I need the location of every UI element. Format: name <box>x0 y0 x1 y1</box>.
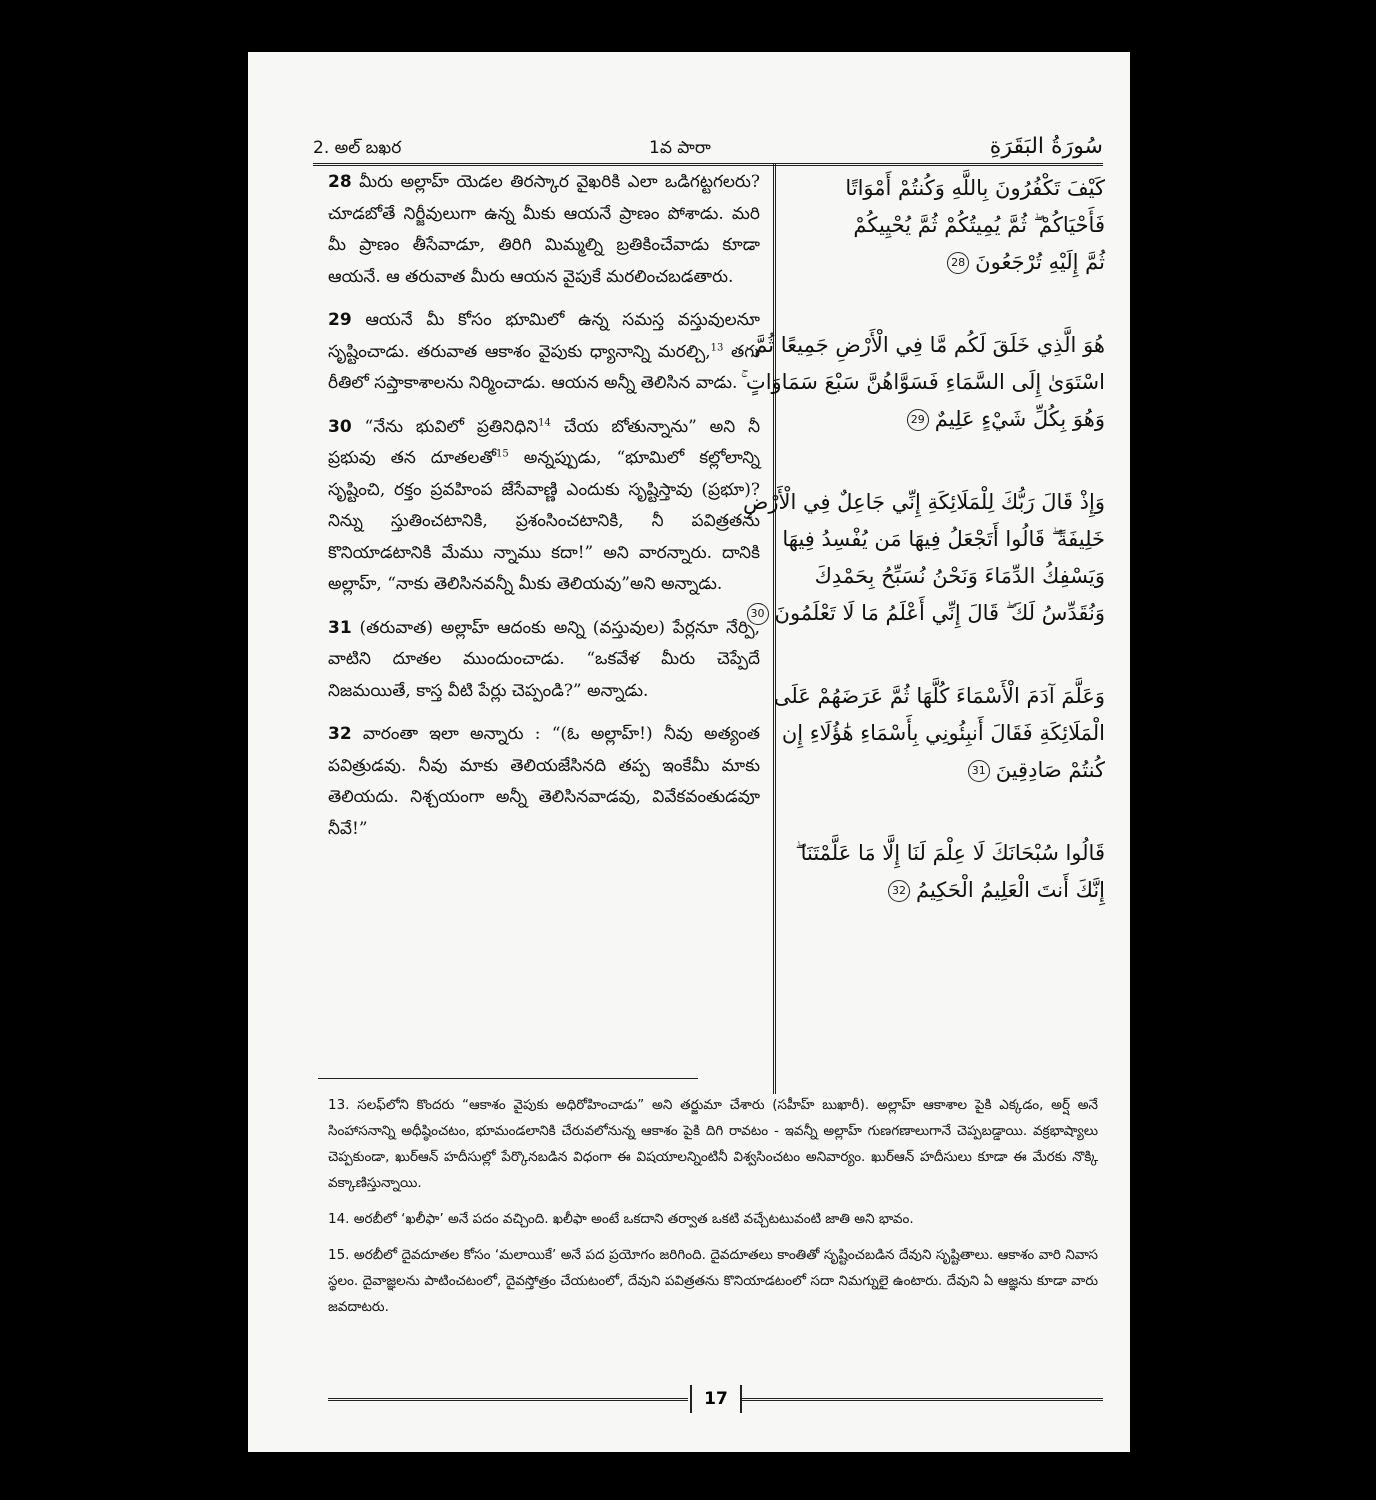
arabic-text-column <box>740 170 1105 955</box>
verse-text: (తరువాత) అల్లాహ్ ఆదంకు అన్ని (వస్తువుల) పేర్లనూ నేర్పి, వాటిని దూతల ముందుంచాడు. “ఒకవేళ మీరు చెప్పేదే నిజమయితే, కాస్త వీటి పేర్లు చెప్పండి?” అన్నాడు. <box>328 617 760 701</box>
verse-30 <box>328 412 760 601</box>
arabic-line-text: وَهُوَ بِكُلِّ شَيْءٍ عَلِيمٌ <box>934 407 1105 431</box>
arabic-line: قَالُوا سُبْحَانَكَ لَا عِلْمَ لَنَا إِلَّا مَا عَلَّمْتَنَا ۖ <box>795 841 1105 865</box>
verse-marker-28: 28 <box>947 252 969 274</box>
page-number: 17 <box>690 1385 742 1413</box>
footnote-13: 13. సలఫ్‌లోని కొందరు “ఆకాశం వైపుకు అధిరోహించాడు” అని తర్జుమా చేశారు (సహీహ్ బుఖారీ). అల్లాహ్ ఆకాశాల పైకి ఎక్కడం, అర్ష్ అనే సింహాసనాన్ని అధీష్ఠించటం, భూమండలానికి చేరువలోనున్న ఆకాశం పైకి దిగి రావటం - ఇవన్నీ అల్లాహ్ గుణగణాలుగానే చెప్పబడ్డాయి. వక్రభాష్యాలు చెప్పకుండా, ఖుర్ఆన్ హదీసుల్లో పేర్కొనబడిన విధంగా ఈ విషయాలన్నింటినీ విశ్వసించటం అనివార్యం. ఖుర్ఆన్ హదీసులు కూడా ఈ మేరకు నొక్కి వక్కాణిస్తున్నాయి. <box>328 1097 1099 1191</box>
arabic-line-text: إِنَّكَ أَنتَ الْعَلِيمُ الْحَكِيمُ <box>915 878 1105 902</box>
arabic-line: وَإِذْ قَالَ رَبُّكَ لِلْمَلَائِكَةِ إِنِّي جَاعِلٌ فِي الْأَرْضِ <box>742 490 1105 514</box>
footer-rule-left <box>328 1398 688 1401</box>
arabic-line: وَعَلَّمَ آدَمَ الْأَسْمَاءَ كُلَّهَا ثُمَّ عَرَضَهُمْ عَلَى <box>773 684 1105 708</box>
verse-number: 31 <box>328 617 352 638</box>
footnotes <box>328 1092 1098 1330</box>
footnote-14: 14. అరబీలో ‘ఖలీఫా’ అనే పదం వచ్చింది. ఖలీఫా అంటే ఒకదాని తర్వాత ఒకటి వచ్చేటటువంటి జాతి అని భావం. <box>328 1211 914 1227</box>
verse-number: 32 <box>328 724 352 744</box>
verse-marker-31: 31 <box>968 760 990 782</box>
telugu-translation-column <box>328 167 760 857</box>
verse-text-cont: తగు రీతిలో సప్తాకాశాలను నిర్మించాడు. ఆయన అన్నీ తెలిసిన వాడు. <box>328 341 761 393</box>
arabic-verse-29 <box>740 327 1105 438</box>
arabic-line: خَلِيفَةً ۖ قَالُوا أَتَجْعَلُ فِيهَا مَن يُفْسِدُ فِيهَا <box>782 527 1105 551</box>
arabic-line <box>793 401 1105 438</box>
arabic-verse-31 <box>773 678 1105 789</box>
verse-29 <box>328 305 760 400</box>
footnote-rule <box>318 1078 698 1079</box>
verse-text-cont: అన్నప్పుడు, “భూమిలో కల్లోలాన్ని సృష్టించి, రక్తం ప్రవహింప జేసేవాణ్ణి ఎందుకు సృష్టిస్తావు (ప్రభూ)? నిన్ను స్తుతించటానికి, ప్రశంసించటానికి, నీ పవిత్రతను కొనియాడటానికి మేము న్నాము కదా!” అని వారన్నారు. దానికి అల్లాహ్, “నాకు తెలిసినవన్నీ మీకు తెలియవు”అని అన్నాడు. <box>328 448 760 594</box>
verse-text: “నేను భువిలో ప్రతినిధిని <box>364 416 539 437</box>
page-footer <box>328 1385 1103 1415</box>
arabic-line: هُوَ الَّذِي خَلَقَ لَكُم مَّا فِي الْأَرْضِ جَمِيعًا ثُمَّ <box>754 333 1105 357</box>
verse-number: 28 <box>328 172 352 192</box>
arabic-line <box>750 595 1105 632</box>
arabic-line: كَيْفَ تَكْفُرُونَ بِاللَّهِ وَكُنتُمْ أَمْوَاتًا <box>845 176 1105 200</box>
chapter-title: 2. అల్ బఖర <box>313 138 402 158</box>
verse-number: 30 <box>328 416 352 437</box>
verse-28 <box>328 167 760 293</box>
arabic-verse-30 <box>742 484 1105 632</box>
footnote-ref-13[interactable]: 13 <box>710 341 724 353</box>
arabic-verse-32 <box>793 835 1105 909</box>
arabic-line: وَيَسْفِكُ الدِّمَاءَ وَنَحْنُ نُسَبِّحُ بِحَمْدِكَ <box>814 564 1105 588</box>
verse-text: మీరు అల్లాహ్ యెడల తిరస్కార వైఖరికి ఎలా ఒడిగట్టగలరు? చూడబోతే నిర్జీవులుగా ఉన్న మీకు ఆయనే ప్రాణం పోశాడు. మరి మీ ప్రాణం తీసేవాడూ, తిరిగి మిమ్మల్ని బ్రతికించేవాడు కూడా ఆయనే. ఆ తరువాత మీరు ఆయన వైపుకే మరలించబడతారు. <box>328 172 760 287</box>
footnote-ref-14[interactable]: 14 <box>538 416 551 428</box>
footnote-15: 15. అరబీలో దైవదూతల కోసం ‘మలాయికే’ అనే పద ప్రయోగం జరిగింది. దైవదూతలు కాంతితో సృష్టించబడిన దేవుని సృష్టితాలు. ఆకాశం వారి నివాస స్థలం. దైవాజ్ఞలను పాటించటంలో, దైవస్తోత్రం చేయటంలో, దేవుని పవిత్రతను కొనియాడటంలో సదా నిమగ్నులై ఉంటారు. దేవుని ఏ ఆజ్ఞను కూడా వారు జవదాటరు. <box>328 1247 1098 1315</box>
arabic-line-text: وَنُقَدِّسُ لَكَ ۖ قَالَ إِنِّي أَعْلَمُ مَا لَا تَعْلَمُونَ <box>774 601 1105 625</box>
arabic-verse-28 <box>793 170 1105 281</box>
verse-text: వారంతా ఇలా అన్నారు : “(ఓ అల్లాహ్!) నీవు అత్యంత పవిత్రుడవు. నీవు మాకు తెలియజేసినది తప్ప ఇంకేమీ మాకు తెలియదు. నిశ్చయంగా అన్నీ తెలిసినవాడవు, వివేకవంతుడవూ నీవే!” <box>328 724 760 839</box>
verse-number: 29 <box>328 310 352 330</box>
verse-text: ఆయనే మీ కోసం భూమిలో ఉన్న సమస్త వస్తువులనూ సృష్టించాడు. తరువాత ఆకాశం వైపుకు ధ్యానాన్ని మరల్చి, <box>328 310 761 362</box>
arabic-line-text: ثُمَّ إِلَيْهِ تُرْجَعُونَ <box>975 250 1105 274</box>
verse-31 <box>328 613 760 708</box>
arabic-line <box>793 752 1105 789</box>
verse-marker-32: 32 <box>888 880 910 902</box>
footnote-ref-15[interactable]: 15 <box>496 448 509 460</box>
para-title: 1వ పారా <box>649 138 711 158</box>
arabic-line-text: كُنتُمْ صَادِقِينَ <box>995 758 1105 782</box>
arabic-line: الْمَلَائِكَةِ فَقَالَ أَنبِئُونِي بِأَسْمَاءِ هَٰؤُلَاءِ إِن <box>781 721 1105 745</box>
verse-32 <box>328 719 760 845</box>
surah-title-arabic: سُورَةُ البَقَرَةِ <box>989 134 1103 159</box>
arabic-line <box>793 872 1105 909</box>
arabic-line: اسْتَوَىٰ إِلَى السَّمَاءِ فَسَوَّاهُنَّ سَبْعَ سَمَاوَاتٍ ۚ <box>740 370 1105 394</box>
header-rule <box>313 163 1103 166</box>
verse-text-cont: చేయ బోతున్నాను” అని నీ ప్రభువు తన దూతలతో <box>328 416 760 468</box>
footer-rule-right <box>741 1398 1103 1401</box>
arabic-line <box>793 244 1105 281</box>
verse-marker-29: 29 <box>907 409 929 431</box>
book-page <box>248 52 1130 1452</box>
arabic-line: فَأَحْيَاكُمْ ۖ ثُمَّ يُمِيتُكُمْ ثُمَّ يُحْيِيكُمْ <box>853 213 1105 237</box>
verse-marker-30: 30 <box>747 603 769 625</box>
